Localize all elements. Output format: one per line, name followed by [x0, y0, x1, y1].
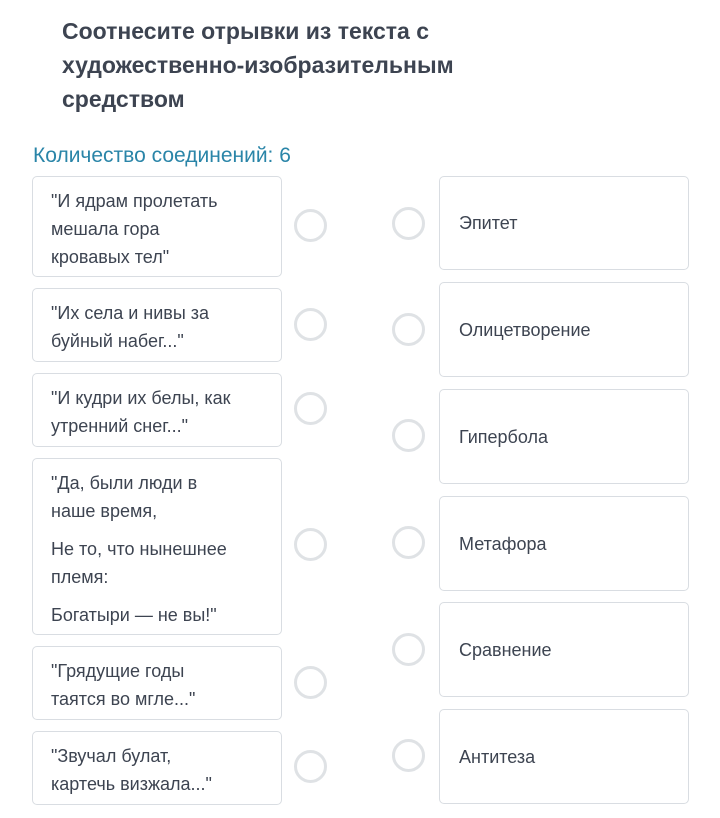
device-card[interactable]: [439, 602, 689, 697]
left-connector-dot[interactable]: [294, 528, 327, 561]
device-card[interactable]: [439, 709, 689, 804]
device-label: Эпитет: [459, 213, 518, 233]
right-connector-dot[interactable]: [392, 313, 425, 346]
quote-line: таятся во мгле...": [51, 689, 196, 709]
quote-line: наше время,: [51, 501, 158, 521]
device-label: Сравнение: [459, 639, 552, 660]
quote-line: кровавых тел": [51, 247, 170, 267]
device-card[interactable]: [439, 496, 689, 591]
quote-line: картечь визжала...": [51, 774, 212, 794]
quote-card[interactable]: [32, 731, 282, 805]
quote-line: "И ядрам пролетать: [51, 191, 218, 211]
device-label: Метафора: [459, 533, 547, 554]
quote-line: буйный набег...": [51, 331, 184, 351]
quote-card[interactable]: [32, 458, 282, 635]
quote-line: Богатыри — не вы!": [51, 605, 217, 625]
quote-line: "И кудри их белы, как: [51, 388, 231, 408]
left-connector-dot[interactable]: [294, 750, 327, 783]
quote-paragraph: [51, 535, 263, 591]
left-connector-dot[interactable]: [294, 666, 327, 699]
device-label: Антитеза: [459, 746, 536, 767]
quote-paragraph: [51, 601, 263, 629]
quote-line: "Да, были люди в: [51, 473, 198, 493]
device-card[interactable]: [439, 282, 689, 377]
quote-paragraph: [51, 469, 263, 525]
quote-line: Не то, что нынешнее: [51, 539, 227, 559]
device-card[interactable]: [439, 176, 689, 270]
task-title: Соотнесите отрывки из текста с художественно-изобразительным средством: [62, 18, 454, 112]
right-connector-dot[interactable]: [392, 633, 425, 666]
quote-line: мешала гора: [51, 219, 160, 239]
right-connector-dot[interactable]: [392, 526, 425, 559]
right-connector-dot[interactable]: [392, 207, 425, 240]
right-connector-dot[interactable]: [392, 419, 425, 452]
quote-line: "Грядущие годы: [51, 661, 185, 681]
quote-card[interactable]: [32, 646, 282, 720]
quote-card[interactable]: [32, 373, 282, 447]
right-connector-dot[interactable]: [392, 739, 425, 772]
quote-line: племя:: [51, 567, 109, 587]
left-connector-dot[interactable]: [294, 209, 327, 242]
device-label: Гипербола: [459, 426, 548, 447]
device-label: Олицетворение: [459, 319, 591, 340]
left-connector-dot[interactable]: [294, 308, 327, 341]
quote-line: "Их села и нивы за: [51, 303, 210, 323]
quote-line: утренний снег...": [51, 416, 188, 436]
quote-line: "Звучал булат,: [51, 746, 172, 766]
quote-card[interactable]: [32, 288, 282, 362]
connections-count: Количество соединений: 6: [33, 144, 291, 167]
quote-card[interactable]: [32, 176, 282, 277]
device-card[interactable]: [439, 389, 689, 484]
left-connector-dot[interactable]: [294, 392, 327, 425]
